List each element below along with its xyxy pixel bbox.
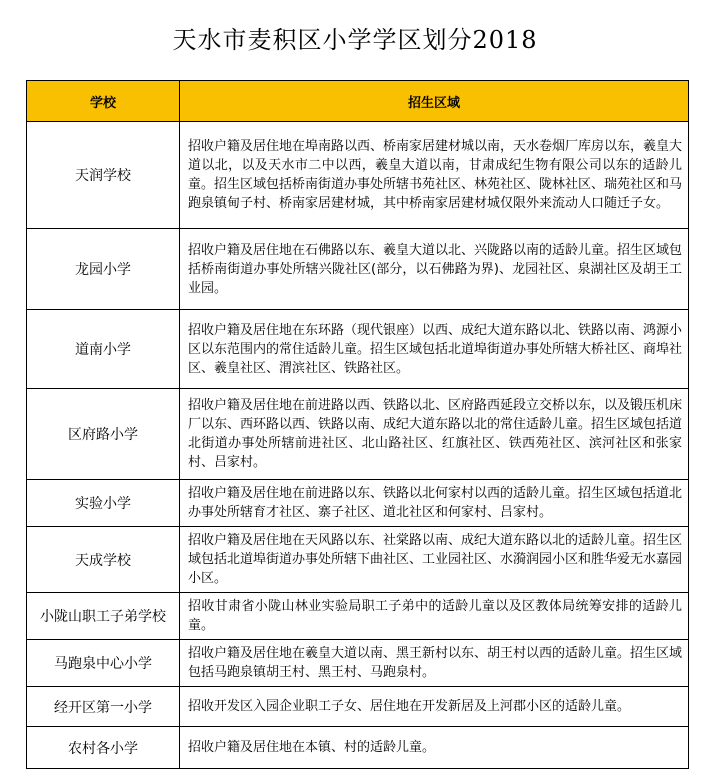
table-header-row (27, 81, 689, 122)
enrollment-area: 招收户籍及居住地在前进路以东、铁路以北何家村以西的适龄儿童。招生区域包括道北办事处所辖育才社区、寨子社区、道北社区和何家村、吕家村。 (180, 480, 689, 527)
table-row (27, 727, 689, 769)
enrollment-area: 招收户籍及居住地在羲皇大道以南、黑王新村以东、胡王村以西的适龄儿童。招生区域包括马跑泉镇胡王村、黑王村、马跑泉村。 (180, 640, 689, 687)
enrollment-area: 招收户籍及居住地在埠南路以西、桥南家居建材城以南，天水卷烟厂库房以东，羲皇大道以北，以及天水市二中以西，羲皇大道以南，甘肃成纪生物有限公司以东的适龄儿童。招生区域包括桥南街道办事处所辖书苑社区、林苑社区、陇林社区、瑞苑社区和马跑泉镇甸子村、桥南家居建材城，其中桥南家居建材城仅限外来流动人口随迁子女。 (180, 122, 689, 229)
table-row (27, 229, 689, 310)
school-name: 道南小学 (27, 310, 180, 389)
table-row (27, 389, 689, 480)
column-header-school: 学校 (27, 81, 180, 122)
school-name: 天成学校 (27, 527, 180, 593)
table-row (27, 640, 689, 687)
school-name: 马跑泉中心小学 (27, 640, 180, 687)
table-row (27, 527, 689, 593)
page-title: 天水市麦积区小学学区划分2018 (172, 26, 538, 54)
column-header-area: 招生区域 (180, 81, 689, 122)
enrollment-area: 招收户籍及居住地在本镇、村的适龄儿童。 (180, 727, 689, 769)
school-name: 实验小学 (27, 480, 180, 527)
school-name: 龙园小学 (27, 229, 180, 310)
table-row (27, 480, 689, 527)
table-row (27, 122, 689, 229)
enrollment-area: 招收户籍及居住地在石佛路以东、羲皇大道以北、兴陇路以南的适龄儿童。招生区域包括桥南街道办事处所辖兴陇社区(部分，以石佛路为界)、龙园社区、泉湖社区及胡王工业园。 (180, 229, 689, 310)
table-row (27, 310, 689, 389)
enrollment-area: 招收户籍及居住地在东环路（现代银座）以西、成纪大道东路以北、铁路以南、鸿源小区以东范围内的常住适龄儿童。招生区域包括北道埠街道办事处所辖大桥社区、商埠社区、羲皇社区、渭滨社区、铁路社区。 (180, 310, 689, 389)
table-row (27, 593, 689, 640)
enrollment-area: 招收甘肃省小陇山林业实验局职工子弟中的适龄儿童以及区教体局统筹安排的适龄儿童。 (180, 593, 689, 640)
enrollment-table (26, 80, 689, 769)
enrollment-area: 招收户籍及居住地在天风路以东、社棠路以南、成纪大道东路以北的适龄儿童。招生区域包括北道埠街道办事处所辖下曲社区、工业园社区、水漪润园小区和胜华爱无水嘉园小区。 (180, 527, 689, 593)
enrollment-area: 招收开发区入园企业职工子女、居住地在开发新居及上河郡小区的适龄儿童。 (180, 687, 689, 727)
school-name: 经开区第一小学 (27, 687, 180, 727)
school-name: 天润学校 (27, 122, 180, 229)
school-name: 区府路小学 (27, 389, 180, 480)
school-name: 农村各小学 (27, 727, 180, 769)
school-name: 小陇山职工子弟学校 (27, 593, 180, 640)
enrollment-area: 招收户籍及居住地在前进路以西、铁路以北、区府路西延段立交桥以东，以及锻压机床厂以东、西环路以西、铁路以南、成纪大道东路以北的常住适龄儿童。招生区域包括道北街道办事处所辖前进社区、北山路社区、红旗社区、铁西苑社区、滨河社区和张家村、吕家村。 (180, 389, 689, 480)
table-row (27, 687, 689, 727)
